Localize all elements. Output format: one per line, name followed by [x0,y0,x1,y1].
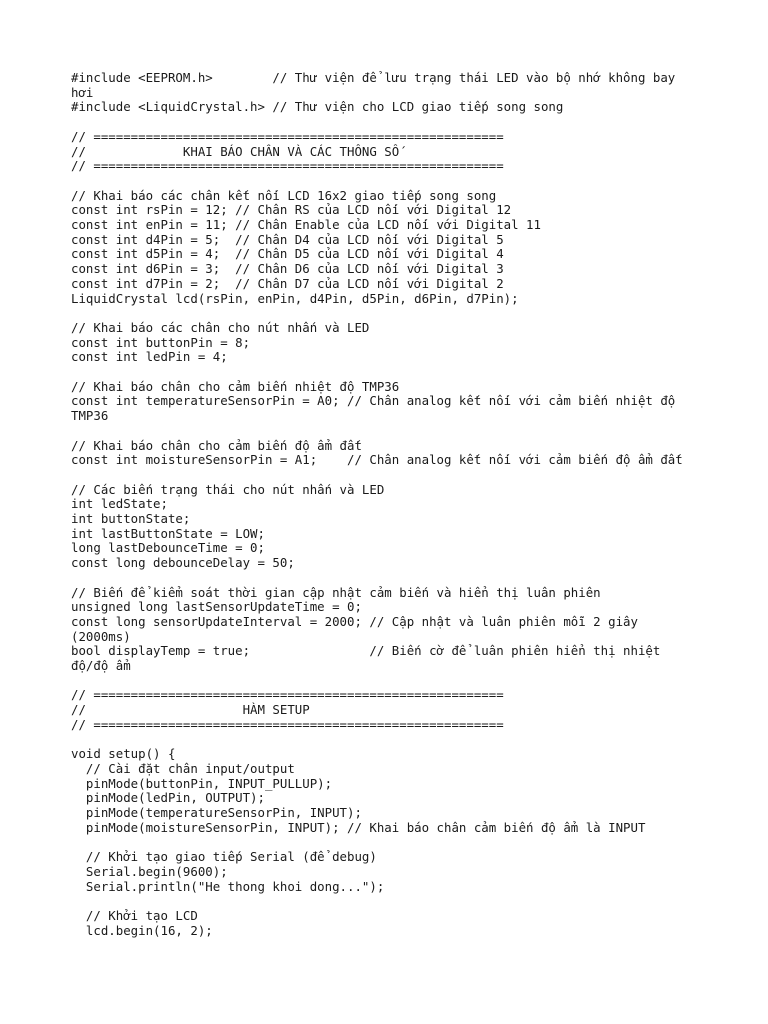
code-line: const long sensorUpdateInterval = 2000; // Cập nhật và luân phiên mỗi 2 giây [71,613,638,629]
blank-line [71,733,711,748]
code-line: const int ledPin = 4; [71,349,228,365]
code-line: (2000ms) [71,628,131,644]
blank-line [71,468,711,483]
code-line: // Các biến trạng thái cho nút nhấn và LED [71,481,385,497]
code-line: // Khởi tạo LCD [71,907,198,923]
code-line: const int d5Pin = 4; // Chân D5 của LCD nối với Digital 4 [71,246,504,262]
code-line: const int d7Pin = 2; // Chân D7 của LCD nối với Digital 2 [71,275,504,291]
code-line: // Khai báo chân cho cảm biến nhiệt độ TMP36 [71,378,400,394]
code-line: // ======================================================= [71,687,504,703]
code-line: pinMode(moistureSensorPin, INPUT); // Khai báo chân cảm biến độ ẩm là INPUT [71,819,646,835]
code-line: Serial.println("He thong khoi dong..."); [71,878,385,894]
code-line: const int buttonPin = 8; [71,334,251,350]
code-line: // Khai báo các chân kết nối LCD 16x2 giao tiếp song song [71,187,497,203]
code-line: LiquidCrystal lcd(rsPin, enPin, d4Pin, d5Pin, d6Pin, d7Pin); [71,290,519,306]
code-line: pinMode(temperatureSensorPin, INPUT); [71,805,362,821]
code-line: // Khai báo các chân cho nút nhấn và LED [71,319,370,335]
code-line: #include <EEPROM.h> // Thư viện để lưu trạng thái LED vào bộ nhớ không bay [71,70,676,85]
code-line: const int rsPin = 12; // Chân RS của LCD nối với Digital 12 [71,202,512,218]
blank-line [71,365,711,380]
blank-line [71,115,711,130]
code-line: const int d6Pin = 3; // Chân D6 của LCD nối với Digital 3 [71,261,504,277]
code-line: void setup() { [71,746,176,762]
code-block [71,71,711,938]
code-line: bool displayTemp = true; // Biến cờ để luân phiên hiển thị nhiệt [71,643,661,659]
code-line: unsigned long lastSensorUpdateTime = 0; [71,599,362,615]
blank-line [71,424,711,439]
code-line: // HÀM SETUP [71,702,310,718]
code-line: lcd.begin(16, 2); [71,922,213,938]
code-line: pinMode(ledPin, OUTPUT); [71,790,265,806]
code-line: độ/độ ẩm [71,658,131,674]
blank-line [71,674,711,689]
blank-line [71,835,711,850]
code-line: hơi [71,84,94,100]
code-line: // ======================================================= [71,716,504,732]
blank-line [71,174,711,189]
code-line: int ledState; [71,496,168,512]
code-line: int lastButtonState = LOW; [71,525,265,541]
code-line: // KHAI BÁO CHÂN VÀ CÁC THÔNG SỐ [71,143,400,159]
code-line: const long debounceDelay = 50; [71,555,295,571]
code-line: #include <LiquidCrystal.h> // Thư viện cho LCD giao tiếp song song [71,99,564,115]
blank-line [71,894,711,909]
code-line: pinMode(buttonPin, INPUT_PULLUP); [71,775,333,791]
code-line: const int enPin = 11; // Chân Enable của LCD nối với Digital 11 [71,217,541,232]
code-line: const int moistureSensorPin = A1; // Chân analog kết nối với cảm biến độ ẩm đất [71,452,683,468]
code-line: int buttonState; [71,511,191,526]
code-line: Serial.begin(9600); [71,863,228,879]
code-line: long lastDebounceTime = 0; [71,540,265,556]
code-line: const int d4Pin = 5; // Chân D4 của LCD nối với Digital 5 [71,231,504,247]
code-line: // ======================================================= [71,128,504,144]
blank-line [71,306,711,321]
code-line: TMP36 [71,408,109,424]
blank-line [71,571,711,586]
code-line: // Khởi tạo giao tiếp Serial (để debug) [71,849,377,865]
code-line: // ======================================================= [71,158,504,174]
code-line: // Cài đặt chân input/output [71,760,295,776]
code-line: // Khai báo chân cho cảm biến độ ẩm đất [71,437,362,453]
code-line: const int temperatureSensorPin = A0; // Chân analog kết nối với cảm biến nhiệt độ [71,393,676,409]
code-line: // Biến để kiểm soát thời gian cập nhật cảm biến và hiển thị luân phiên [71,584,601,600]
